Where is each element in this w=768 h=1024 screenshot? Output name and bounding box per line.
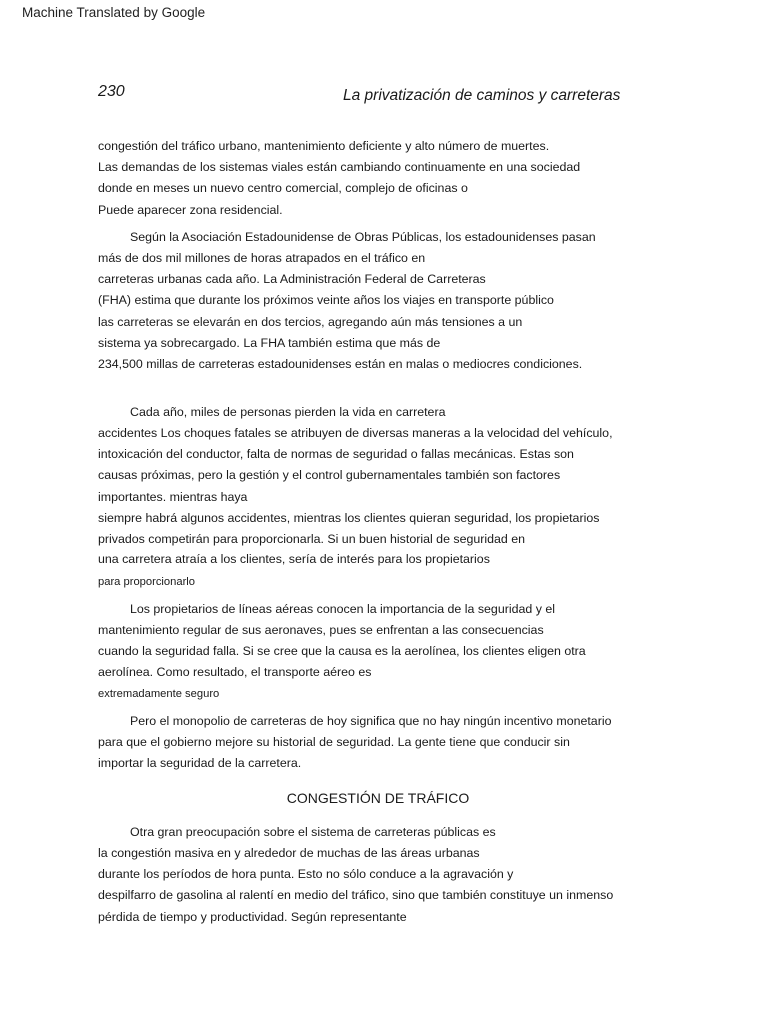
text-line: intoxicación del conductor, falta de normas de seguridad o fallas mecánicas. Estas son (98, 447, 574, 461)
text-line: las carreteras se elevarán en dos tercios, agregando aún más tensiones a un (98, 315, 523, 329)
text-line: carreteras urbanas cada año. La Administración Federal de Carreteras (98, 272, 486, 286)
text-line: aerolínea. Como resultado, el transporte aéreo es (98, 665, 372, 679)
text-line: Las demandas de los sistemas viales están cambiando continuamente en una sociedad (98, 160, 581, 174)
text-line: cuando la seguridad falla. Si se cree que la causa es la aerolínea, los clientes eligen otra (98, 644, 586, 658)
text-line: causas próximas, pero la gestión y el control gubernamentales también son factores (98, 468, 561, 482)
text-line: mantenimiento regular de sus aeronaves, pues se enfrentan a las consecuencias (98, 623, 544, 637)
machine-translation-banner: Machine Translated by Google (22, 5, 206, 20)
text-line: Cada año, miles de personas pierden la vida en carretera (130, 405, 446, 419)
text-line: durante los períodos de hora punta. Esto no sólo conduce a la agravación y (98, 867, 514, 881)
text-line: Otra gran preocupación sobre el sistema de carreteras públicas es (130, 825, 496, 839)
text-line: importar la seguridad de la carretera. (98, 756, 302, 770)
text-line: Pero el monopolio de carreteras de hoy significa que no hay ningún incentivo monetario (130, 714, 612, 728)
text-line: pérdida de tiempo y productividad. Según representante (98, 910, 407, 924)
text-line: Puede aparecer zona residencial. (98, 203, 283, 217)
text-line: (FHA) estima que durante los próximos veinte años los viajes en transporte público (98, 293, 554, 307)
text-line: despilfarro de gasolina al ralentí en medio del tráfico, sino que también constituye un inmenso (98, 888, 614, 902)
text-line: accidentes Los choques fatales se atribuyen de diversas maneras a la velocidad del vehículo, (98, 426, 613, 440)
section-heading: CONGESTIÓN DE TRÁFICO (286, 790, 470, 806)
text-line: para proporcionarlo (98, 576, 196, 588)
text-line: una carretera atraía a los clientes, sería de interés para los propietarios (98, 552, 490, 566)
page-number: 230 (98, 83, 125, 100)
text-line: Según la Asociación Estadounidense de Obras Públicas, los estadounidenses pasan (130, 230, 596, 244)
running-title: La privatización de caminos y carreteras (343, 87, 621, 104)
text-line: congestión del tráfico urbano, mantenimiento deficiente y alto número de muertes. (98, 139, 550, 153)
text-line: siempre habrá algunos accidentes, mientras los clientes quieran seguridad, los propietarios (98, 511, 600, 525)
text-line: más de dos mil millones de horas atrapados en el tráfico en (98, 251, 426, 265)
text-line: 234,500 millas de carreteras estadounidenses están en malas o mediocres condiciones. (98, 357, 583, 371)
text-line: privados competirán para proporcionarla. Si un buen historial de seguridad en (98, 532, 526, 546)
text-line: para que el gobierno mejore su historial de seguridad. La gente tiene que conducir sin (98, 735, 570, 749)
text-line: extremadamente seguro (98, 688, 220, 700)
text-line: sistema ya sobrecargado. La FHA también estima que más de (98, 336, 441, 350)
text-line: donde en meses un nuevo centro comercial, complejo de oficinas o (98, 181, 468, 195)
text-line: importantes. mientras haya (98, 490, 248, 504)
text-line: Los propietarios de líneas aéreas conocen la importancia de la seguridad y el (130, 602, 555, 616)
text-line: la congestión masiva en y alrededor de muchas de las áreas urbanas (98, 846, 480, 860)
